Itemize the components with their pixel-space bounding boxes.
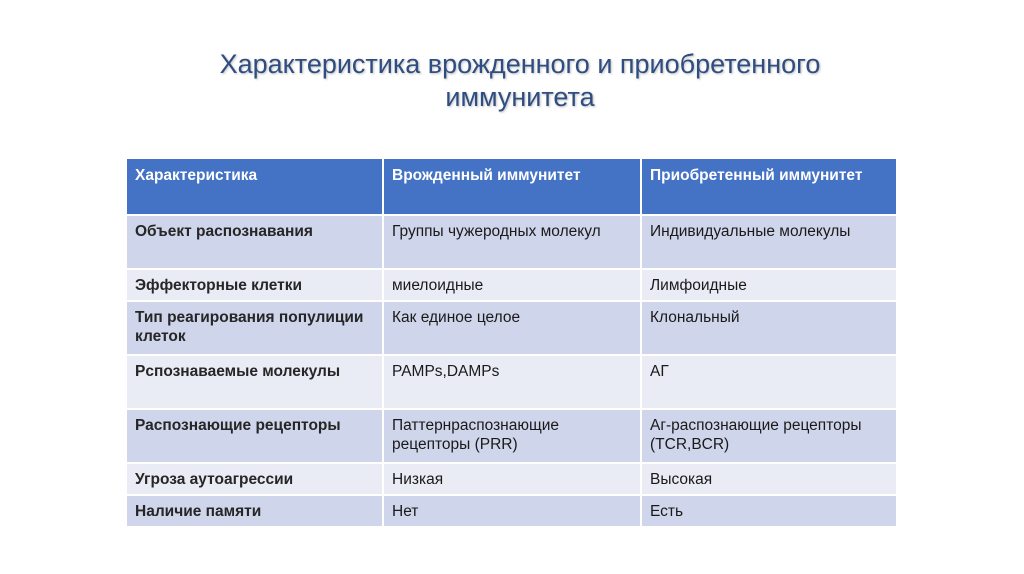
row-characteristic: Объект распознавания [127, 215, 383, 269]
row-innate-value: Низкая [383, 463, 641, 495]
row-acquired-value: Высокая [641, 463, 897, 495]
row-characteristic: Рспознаваемые молекулы [127, 355, 383, 409]
table-row [127, 301, 897, 355]
table-row [127, 409, 897, 463]
row-acquired-value: Индивидуальные молекулы [641, 215, 897, 269]
row-innate-value: Паттернраспознающие рецепторы (PRR) [383, 409, 641, 463]
table-row [127, 495, 897, 527]
table-row [127, 463, 897, 495]
row-characteristic: Наличие памяти [127, 495, 383, 527]
row-characteristic: Тип реагирования популиции клеток [127, 301, 383, 355]
column-header-characteristic: Характеристика [127, 159, 383, 215]
table-row [127, 355, 897, 409]
row-acquired-value: Лимфоидные [641, 269, 897, 301]
column-header-innate: Врожденный иммунитет [383, 159, 641, 215]
row-innate-value: Группы чужеродных молекул [383, 215, 641, 269]
row-characteristic: Распознающие рецепторы [127, 409, 383, 463]
column-header-acquired: Приобретенный иммунитет [641, 159, 897, 215]
row-acquired-value: Клональный [641, 301, 897, 355]
page-title-line-1: Характеристика врожденного и приобретенного [219, 49, 821, 79]
table-row [127, 215, 897, 269]
row-characteristic: Эффекторные клетки [127, 269, 383, 301]
table-header-row [127, 159, 897, 215]
table-row [127, 269, 897, 301]
page-title-line-2: иммунитета [445, 82, 595, 112]
row-innate-value: Как единое целое [383, 301, 641, 355]
row-acquired-value: Аг-распознающие рецепторы (TCR,BCR) [641, 409, 897, 463]
row-characteristic: Угроза аутоагрессии [127, 463, 383, 495]
row-innate-value: Нет [383, 495, 641, 527]
comparison-table [127, 159, 898, 528]
row-acquired-value: АГ [641, 355, 897, 409]
row-innate-value: миелоидные [383, 269, 641, 301]
page-title [120, 48, 920, 114]
row-innate-value: PAMPs,DAMPs [383, 355, 641, 409]
row-acquired-value: Есть [641, 495, 897, 527]
